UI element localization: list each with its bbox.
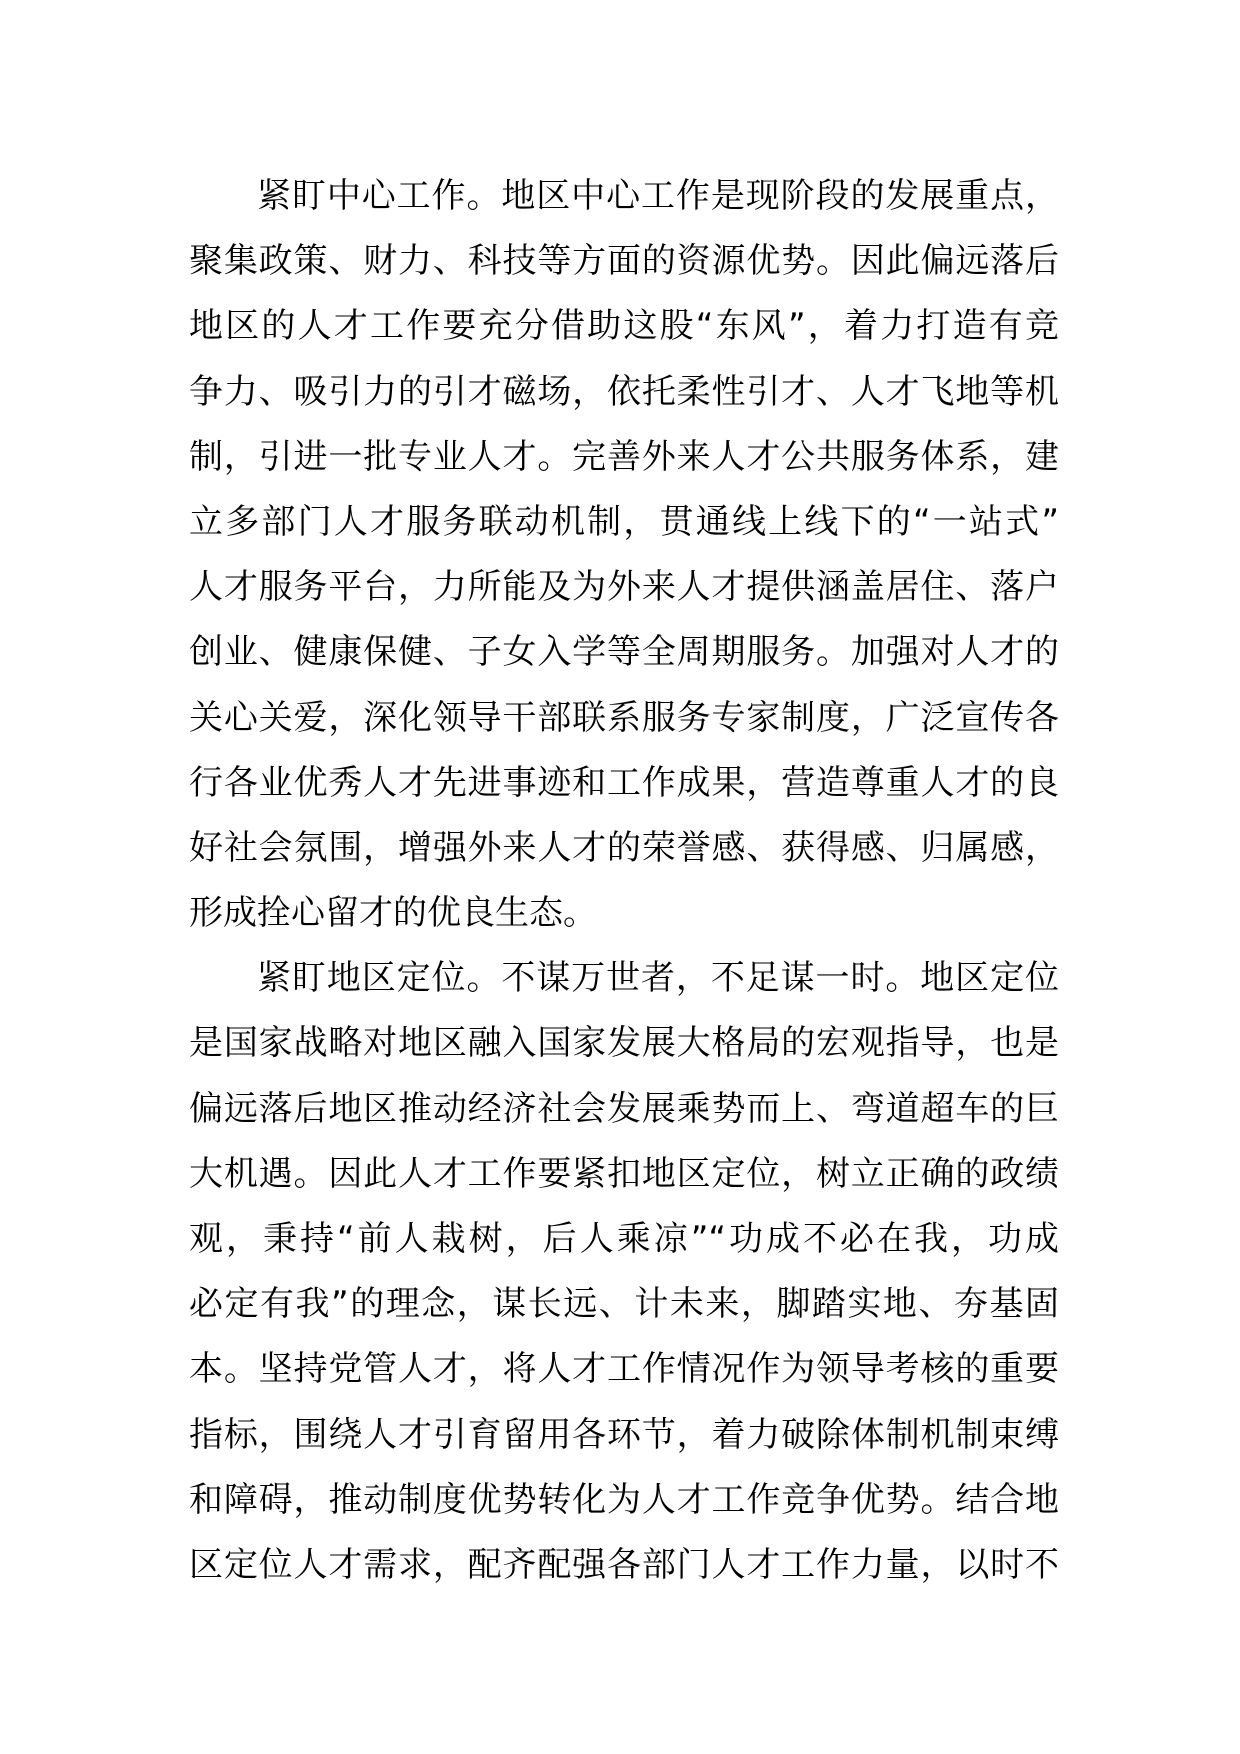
text-line: 立多部门人才服务联动机制，贯通线上线下的“一站式”	[189, 501, 1059, 542]
text-line: 指标，围绕人才引育留用各环节，着力破除体制机制束缚	[189, 1414, 1059, 1455]
text-line: 紧盯地区定位。不谋万世者，不足谋一时。地区定位	[257, 958, 1059, 999]
text-line: 大机遇。因此人才工作要紧扣地区定位，树立正确的政绩	[189, 1153, 1059, 1194]
body-text	[189, 164, 1059, 1598]
text-line: 创业、健康保健、子女入学等全周期服务。加强对人才的	[189, 632, 1059, 673]
text-line: 人才服务平台，力所能及为外来人才提供涵盖居住、落户	[189, 567, 1059, 608]
text-line: 和障碍，推动制度优势转化为人才工作竞争优势。结合地	[189, 1479, 1059, 1520]
text-line: 好社会氛围，增强外来人才的荣誉感、获得感、归属感，	[189, 827, 1059, 868]
text-line: 是国家战略对地区融入国家发展大格局的宏观指导，也是	[189, 1023, 1059, 1064]
text-line: 聚集政策、财力、科技等方面的资源优势。因此偏远落后	[189, 241, 1059, 282]
text-line: 制，引进一批专业人才。完善外来人才公共服务体系，建	[189, 436, 1059, 477]
text-line: 偏远落后地区推动经济社会发展乘势而上、弯道超车的巨	[189, 1088, 1059, 1129]
text-line: 本。坚持党管人才，将人才工作情况作为领导考核的重要	[189, 1349, 1059, 1390]
text-line: 必定有我”的理念，谋长远、计未来，脚踏实地、夯基固	[189, 1284, 1059, 1325]
text-line: 区定位人才需求，配齐配强各部门人才工作力量，以时不	[189, 1544, 1059, 1585]
text-line: 关心关爱，深化领导干部联系服务专家制度，广泛宣传各	[189, 697, 1059, 738]
text-line: 紧盯中心工作。地区中心工作是现阶段的发展重点，	[257, 176, 1059, 216]
text-line: 地区的人才工作要充分借助这股“东风”，着力打造有竞	[189, 306, 1059, 347]
text-line: 形成拴心留才的优良生态。	[189, 893, 597, 934]
text-line: 争力、吸引力的引才磁场，依托柔性引才、人才飞地等机	[189, 371, 1059, 412]
text-line: 行各业优秀人才先进事迹和工作成果，营造尊重人才的良	[189, 762, 1059, 803]
text-line: 观，秉持“前人栽树，后人乘凉”“功成不必在我，功成	[189, 1219, 1059, 1259]
